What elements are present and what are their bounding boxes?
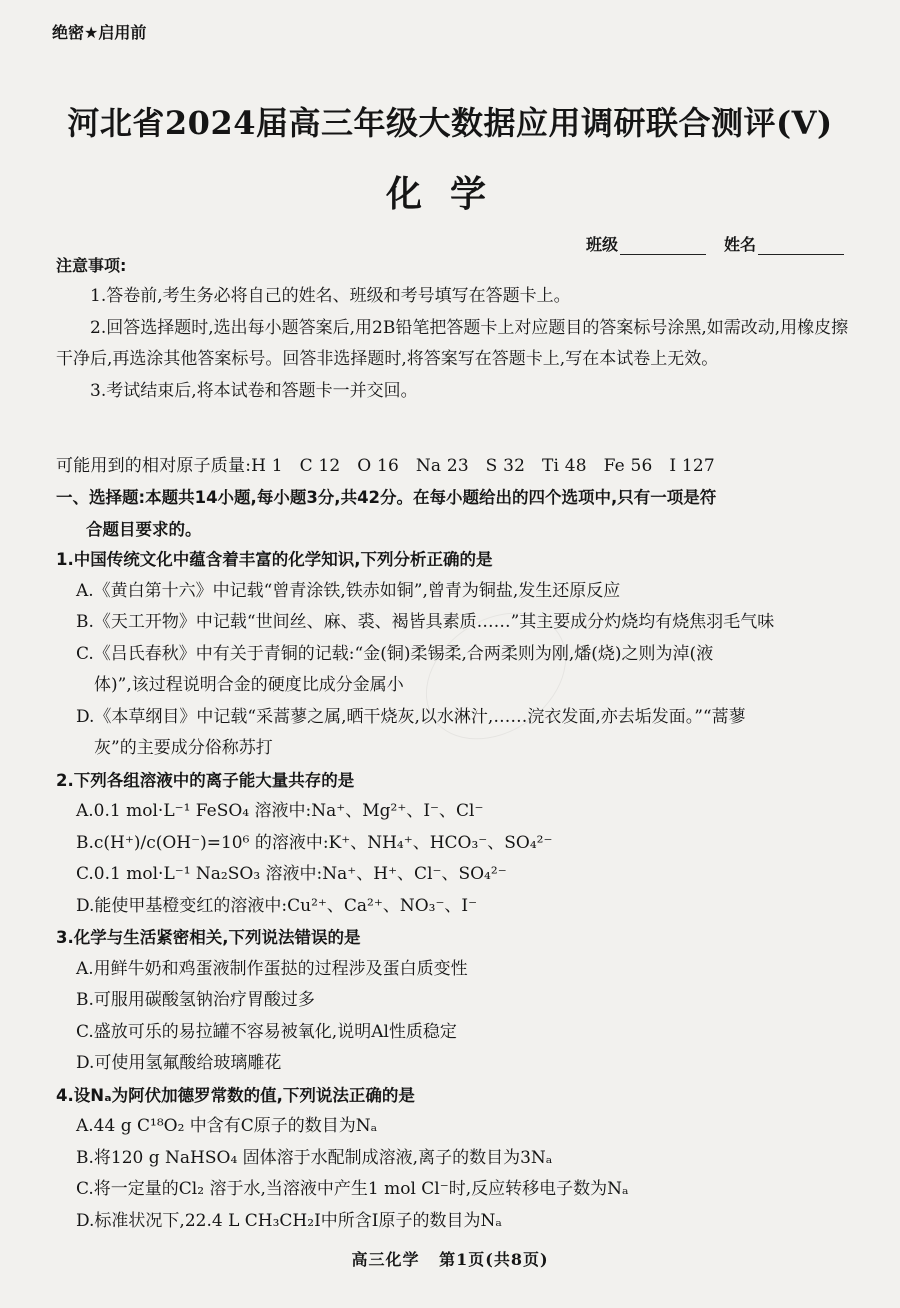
question-3-stem: 3.化学与生活紧密相关,下列说法错误的是 [56, 928, 361, 947]
class-blank [620, 238, 706, 255]
atomic-masses: 可能用到的相对原子质量:H 1 C 12 O 16 Na 23 S 32 Ti 48 Fe 56 I 127 [56, 456, 715, 476]
question-list [56, 544, 856, 1237]
student-info [586, 232, 844, 255]
question-1-option-c [56, 639, 856, 702]
question-2-option-b: B.c(H⁺)/c(OH⁻)=10⁶ 的溶液中:K⁺、NH₄⁺、HCO₃⁻、SO₄²⁻ [76, 832, 553, 853]
question-3-option-a: A.用鲜牛奶和鸡蛋液制作蛋挞的过程涉及蛋白质变性 [76, 958, 468, 979]
question-1-stem: 1.中国传统文化中蕴含着丰富的化学知识,下列分析正确的是 [56, 550, 493, 569]
exam-title: 河北省2024届高三年级大数据应用调研联合测评(Ⅴ) [67, 104, 833, 142]
question-4-option-b: B.将120 g NaHSO₄ 固体溶于水配制成溶液,离子的数目为3Nₐ [76, 1147, 553, 1168]
secret-label: 绝密★启用前 [52, 23, 147, 42]
page-footer: 高三化学 第1页(共8页) [351, 1250, 549, 1269]
question-3-option-d: D.可使用氢氟酸给玻璃雕花 [76, 1053, 282, 1073]
option-line: C.《吕氏春秋》中有关于青铜的记载:“金(铜)柔锡柔,合两柔则为刚,燔(烧)之则为淖(液 [76, 643, 714, 664]
option-line: 体)”,该过程说明合金的硬度比成分金属小 [94, 675, 404, 695]
section-line-2: 合题目要求的。 [86, 519, 202, 539]
question-1-option-b: B.《天工开物》中记载“世间丝、麻、裘、褐皆具素质……”其主要成分灼烧均有烧焦羽毛气味 [76, 612, 775, 632]
question-2-stem: 2.下列各组溶液中的离子能大量共存的是 [56, 770, 355, 790]
option-line: D.《本草纲目》中记载“采蒿蓼之属,晒干烧灰,以水淋汁,……浣衣发面,亦去垢发面。”“蒿蓼 [76, 706, 746, 727]
notice-item-3: 3.考试结束后,将本试卷和答题卡一并交回。 [90, 380, 418, 401]
question-3-option-b: B.可服用碳酸氢钠治疗胃酸过多 [76, 990, 315, 1010]
question-4-option-d: D.标准状况下,22.4 L CH₃CH₂I中所含I原子的数目为Nₐ [76, 1210, 502, 1231]
name-blank [758, 238, 844, 255]
notice-item-1: 1.答卷前,考生务必将自己的姓名、班级和考号填写在答题卡上。 [90, 286, 571, 306]
option-line: 灰”的主要成分俗称苏打 [94, 738, 273, 758]
question-4-option-a: A.44 g C¹⁸O₂ 中含有C原子的数目为Nₐ [76, 1116, 378, 1136]
question-1-option-a: A.《黄白第十六》中记载“曾青涂铁,铁赤如铜”,曾青为铜盐,发生还原反应 [76, 580, 621, 601]
question-1-option-d [56, 702, 856, 765]
subject-title: 化学 [385, 174, 514, 215]
section-line-1: 一、选择题:本题共14小题,每小题3分,共42分。在每小题给出的四个选项中,只有一项是符 [56, 488, 717, 507]
class-label: 班级 [585, 235, 618, 254]
question-2-option-d: D.能使甲基橙变红的溶液中:Cu²⁺、Ca²⁺、NO₃⁻、I⁻ [76, 895, 478, 916]
name-label: 姓名 [723, 235, 756, 254]
section-heading [56, 482, 856, 545]
class-field [586, 232, 706, 255]
notice-item-2: 2.回答选择题时,选出每小题答案后,用2B铅笔把答题卡上对应题目的答案标号涂黑,如需改动,用橡皮擦干净后,再选涂其他答案标号。回答非选择题时,将答案写在答题卡上,写在本试卷上无效。 [56, 317, 849, 369]
question-2-option-a: A.0.1 mol·L⁻¹ FeSO₄ 溶液中:Na⁺、Mg²⁺、I⁻、Cl⁻ [76, 801, 484, 821]
question-4-option-c: C.将一定量的Cl₂ 溶于水,当溶液中产生1 mol Cl⁻时,反应转移电子数为Nₐ [76, 1179, 629, 1199]
question-3-option-c: C.盛放可乐的易拉罐不容易被氧化,说明Al性质稳定 [76, 1021, 457, 1042]
question-2-option-c: C.0.1 mol·L⁻¹ Na₂SO₃ 溶液中:Na⁺、H⁺、Cl⁻、SO₄²⁻ [76, 864, 507, 884]
notice-heading: 注意事项: [56, 256, 127, 275]
notice-list [56, 281, 856, 407]
name-field [724, 232, 844, 255]
question-4-stem: 4.设Nₐ为阿伏加德罗常数的值,下列说法正确的是 [56, 1085, 415, 1105]
